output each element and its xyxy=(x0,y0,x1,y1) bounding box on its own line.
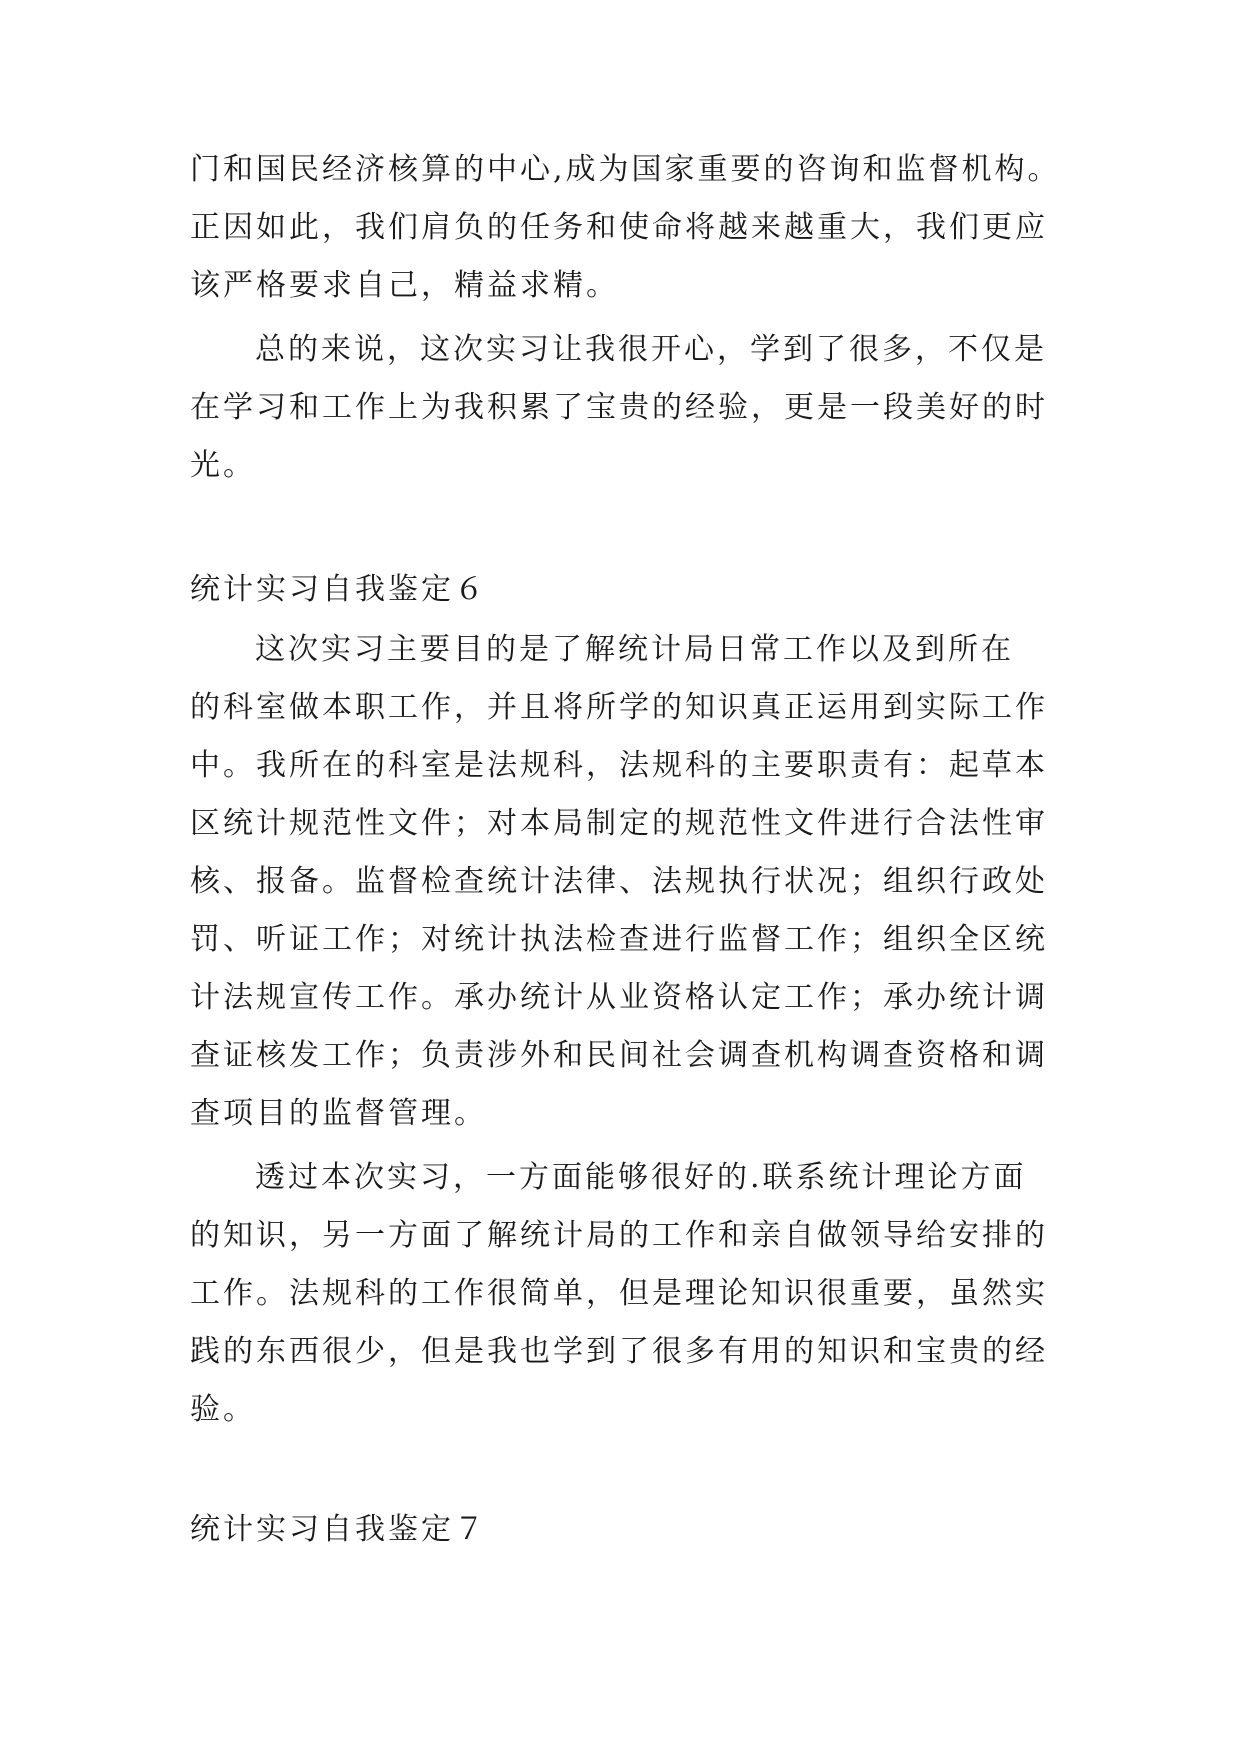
section-6-para1-line-9: 查项目的监督管理。 xyxy=(190,1096,487,1131)
section-6-heading: 统计实习自我鉴定６ xyxy=(190,572,487,607)
section-7-heading: 统计实习自我鉴定７ xyxy=(190,1512,487,1547)
section-6-para1-line-1: 这次实习主要目的是了解统计局日常工作以及到所在 xyxy=(255,632,1014,667)
section-6-para1-line-6: 罚、听证工作；对统计执法检查进行监督工作；组织全区统 xyxy=(190,922,1048,957)
section-6-para1-line-2: 的科室做本职工作，并且将所学的知识真正运用到实际工作 xyxy=(190,690,1048,725)
section-6-para2-line-2: 的知识，另一方面了解统计局的工作和亲自做领导给安排的 xyxy=(190,1218,1048,1253)
intro-line-1: 门和国民经济核算的中心,成为国家重要的咨询和监督机构。 xyxy=(190,152,1061,187)
section-6-para2-line-5: 验。 xyxy=(190,1392,256,1427)
section-6-para1-line-5: 核、报备。监督检查统计法律、法规执行状况；组织行政处 xyxy=(190,864,1048,899)
intro-line-2: 正因如此，我们肩负的任务和使命将越来越重大，我们更应 xyxy=(190,210,1048,245)
summary-line-1: 总的来说，这次实习让我很开心，学到了很多，不仅是 xyxy=(255,332,1047,367)
section-6-para1-line-4: 区统计规范性文件；对本局制定的规范性文件进行合法性审 xyxy=(190,806,1048,841)
summary-line-3: 光。 xyxy=(190,448,256,483)
section-6-para1-line-3: 中。我所在的科室是法规科，法规科的主要职责有：起草本 xyxy=(190,748,1048,783)
section-6-para1-line-8: 查证核发工作；负责涉外和民间社会调查机构调查资格和调 xyxy=(190,1038,1048,1073)
section-6-para2-line-1: 透过本次实习，一方面能够很好的.联系统计理论方面 xyxy=(255,1160,1027,1195)
section-6-para2-line-3: 工作。法规科的工作很简单，但是理论知识很重要，虽然实 xyxy=(190,1276,1048,1311)
intro-line-3: 该严格要求自己，精益求精。 xyxy=(190,268,619,303)
section-6-para2-line-4: 践的东西很少，但是我也学到了很多有用的知识和宝贵的经 xyxy=(190,1334,1048,1369)
section-6-para1-line-7: 计法规宣传工作。承办统计从业资格认定工作；承办统计调 xyxy=(190,980,1048,1015)
summary-line-2: 在学习和工作上为我积累了宝贵的经验，更是一段美好的时 xyxy=(190,390,1048,425)
